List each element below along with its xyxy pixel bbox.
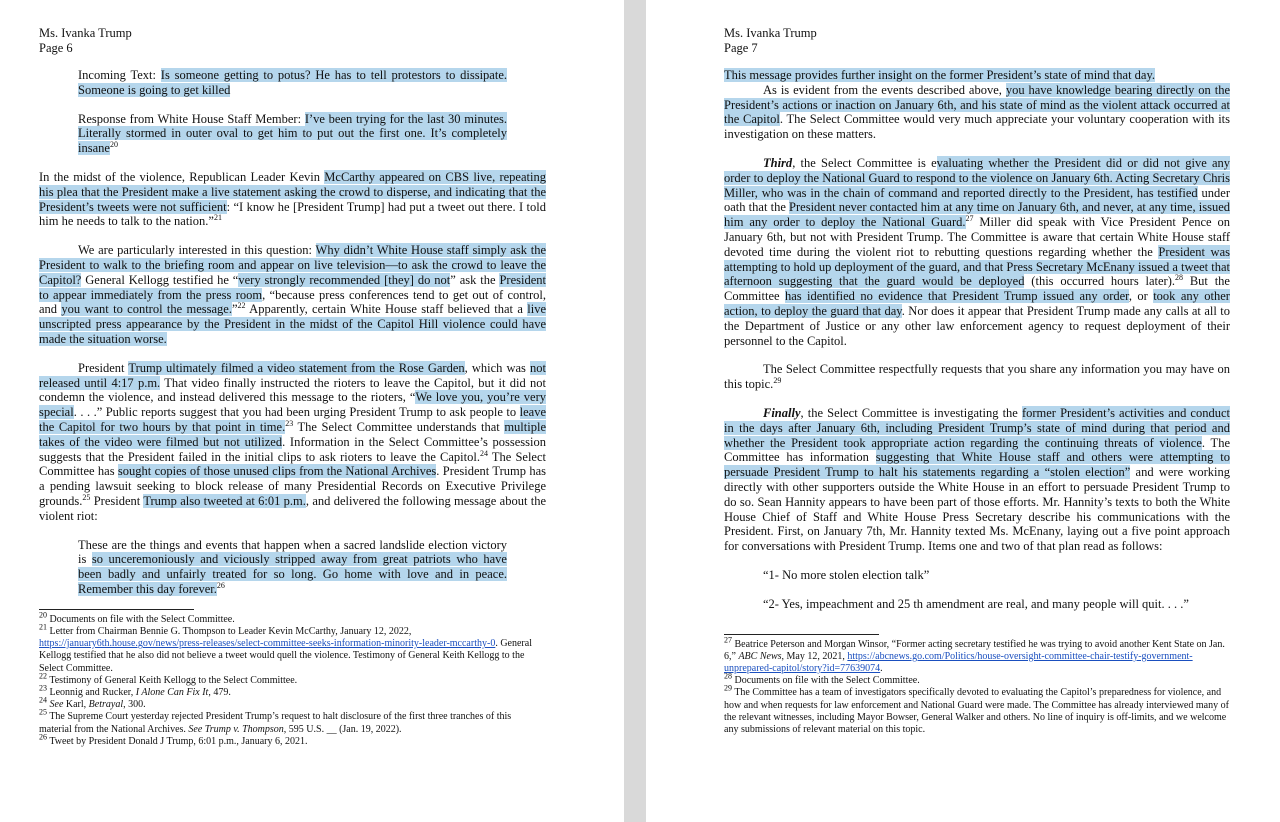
- footnote-ref: 24: [479, 448, 488, 458]
- book-title: Betrayal: [88, 699, 124, 711]
- footnote-24: $^{24}$ See Karl, Betrayal, 300.: [39, 695, 146, 711]
- footnote-ref: 20: [109, 140, 118, 150]
- footnotes-section: [724, 635, 1230, 737]
- text-run: General Kellogg testified he “: [81, 272, 239, 287]
- highlighted-text: very strongly recommended [they] do not: [238, 272, 451, 287]
- footnote-23: $^{23}$ Leonnig and Rucker, I Alone Can Fix It, 479.: [39, 683, 231, 698]
- text-run: . . . .” Public reports suggest that you had been urging President Trump to ask people to: [73, 405, 520, 420]
- highlighted-text: leave the Capitol for two hours by that point in time.: [39, 405, 546, 434]
- highlighted-text: President never contacted him at any time on January 6th, and never, at any time, issued him any order to deploy the National Guard.: [724, 200, 1230, 230]
- request-paragraph: [724, 362, 1230, 392]
- text-run: , “because press conferences tend to get out of control, and: [39, 287, 546, 317]
- text-run: . The Committee has information: [724, 435, 1230, 465]
- text-run: Miller did speak with Vice President Pence on January 6th, but not with President Trump. The Committee is aware that certain White House staff devoted time during the violent riot to rebutting questions regarding whether the: [724, 215, 1230, 259]
- footnote-ref: 21: [213, 213, 222, 223]
- insight-paragraph: [724, 68, 1230, 83]
- highlighted-text: We love you, you’re very special: [39, 390, 546, 420]
- text-run: The Select Committee respectfully requests that you share any information you may have on this topic.: [724, 362, 1230, 392]
- text-run: In the midst of the violence, Republican Leader Kevin: [39, 169, 325, 184]
- text-run: , the Select Committee is e: [792, 155, 937, 170]
- highlighted-text: has identified no evidence that President Trump issued any order: [784, 289, 1129, 304]
- signal-word: See: [49, 699, 64, 711]
- tweet-quote-paragraph: [78, 538, 507, 597]
- footnote-ref: 25: [82, 492, 91, 502]
- footnote-text: The Supreme Court yesterday rejected President Trump’s request to halt disclosure of the first three tranches of this material from the National Archives.: [39, 711, 512, 735]
- footnote-21: $^{21}$ Letter from Chairman Bennie G. Thompson to Leader Kevin McCarthy, January 12, 2022, https://january6th.house.gov/news/press-releases/select-committee-seeks-information-minority-leader-mccarthy-0. General Kellogg testified that he also did not believe a tweet would quell the violence. Testimony of General Keith Kellogg to the Select Committee.: [39, 622, 532, 674]
- text-run: The Select Committee understands that: [293, 419, 505, 434]
- footnote-divider: [39, 609, 194, 610]
- quote-item-1: “1- No more stolen election talk”: [763, 567, 930, 582]
- footnote-ref: 29: [773, 375, 782, 385]
- footnote-link[interactable]: https://abcnews.go.com/Politics/house-oversight-committee-chair-testify-government-unprepared-capitol/story?id=77639074: [724, 650, 1193, 674]
- highlighted-text: you have knowledge bearing directly on the President’s actions or inaction on January 6th, and his state of mind as the violent attack occurred at the Capitol: [724, 82, 1230, 127]
- footnote-text: Tweet by President Donald J Trump, 6:01 p.m., January 6, 2021.: [49, 735, 308, 747]
- footnote-28: $^{28}$ Documents on file with the Select Committee.: [724, 671, 920, 687]
- text-run: Incoming Text:: [78, 68, 161, 82]
- page-6-body: [39, 26, 546, 748]
- footnote-text: , 595 U.S. __ (Jan. 19, 2022).: [283, 723, 402, 735]
- text-run: ” ask the: [450, 272, 500, 287]
- highlighted-text: former President’s activities and conduct in the days after January 6th, including President Trump’s state of mind during that period and whether the President took appropriate action regarding the continuing threats of violence: [724, 405, 1230, 450]
- footnote-divider: [724, 634, 879, 635]
- question-paragraph: [39, 243, 546, 347]
- footnote-27: $^{27}$ Beatrice Peterson and Morgan Winsor, “Former acting secretary testified he was trying to avoid another Kent State on Jan. 6,” ABC News, May 12, 2021, https://abcnews.go.com/Politics/house-oversight-committee-chair-testify-government-unprepared-capitol/story?id=77639074.: [724, 635, 1225, 674]
- incoming-text-paragraph: [78, 68, 507, 98]
- highlighted-text: McCarthy appeared on CBS live, repeating his plea that the President make a live statement asking the crowd to disperse, and indicating that the President’s tweets were not sufficient: [39, 169, 546, 214]
- third-paragraph: [724, 156, 1230, 348]
- footnote-text: , 300.: [123, 699, 146, 711]
- text-run: . The Select Committee would very much appreciate your voluntary cooperation with its investigation on these matters.: [724, 112, 1231, 142]
- footnote-ref: 22: [237, 301, 246, 311]
- highlighted-text: Why didn’t White House staff simply ask the President to walk to the briefing room and appear on live television—to ask the crowd to leave the Capitol?: [39, 243, 546, 287]
- text-run: But the Committee: [724, 274, 1230, 304]
- text-run: , and delivered the following message about the violent riot:: [39, 493, 547, 523]
- footnote-text: The Committee has a team of investigators specifically devoted to evaluating the Capitol’s preparedness for violence, and how and when requests for law enforcement and National Guard were made. The Committee has already interviewed many of the relevant witnesses, including Mayor Bowser, General Walker and others. No line of inquiry is off-limits, and we welcome any submissions of relevant material on this topic.: [724, 687, 1229, 735]
- book-title: I Alone Can Fix It: [135, 686, 209, 698]
- case-citation: See Trump v. Thompson: [188, 723, 284, 735]
- highlighted-text: President was attempting to hold up deployment of the guard, and that Press Secretary McEnany issued a tweet that afternoon suggesting that the guard would be deployed: [724, 244, 1230, 289]
- video-statement-paragraph: [39, 361, 546, 524]
- footnote-26: $^{26}$ Tweet by President Donald J Trump, 6:01 p.m., January 6, 2021.: [39, 732, 308, 747]
- text-run: Response from White House Staff Member:: [78, 111, 305, 126]
- text-run: These are the things and events that happen when a sacred landslide election victory is: [78, 537, 507, 567]
- finally-paragraph: [724, 406, 1230, 554]
- text-run: ”: [231, 302, 238, 317]
- footnote-text: Documents on file with the Select Committee.: [49, 613, 235, 625]
- section-lead: Third: [763, 155, 793, 170]
- footnote-text: Documents on file with the Select Committee.: [734, 675, 920, 687]
- highlighted-text: live unscripted press appearance by the President in the midst of the Capitol Hill violence could have made the situation worse.: [39, 302, 546, 346]
- text-run: , or: [1128, 289, 1154, 304]
- section-lead: Finally: [763, 405, 801, 420]
- highlighted-text: President to appear immediately from the press room: [39, 272, 546, 302]
- footnote-20: $^{20}$ Documents on file with the Select Committee.: [39, 610, 235, 625]
- highlighted-text: valuating whether the President did or did not give any order to deploy the National Guard to respond to the violence on January 6th. Acting Secretary Chris Miller, who was in the chain of command and reported directly to the President, has testified: [724, 155, 1230, 200]
- text-run: : “I know he [President Trump] had put a tweet out there. I told him he needs to talk to the nation.”: [39, 199, 546, 229]
- text-run: , the Select Committee is investigating the: [800, 405, 1022, 420]
- text-run: President: [78, 360, 129, 375]
- publication-name: ABC News: [738, 650, 782, 662]
- header-recipient: Ms. Ivanka Trump: [724, 26, 817, 40]
- footnote-text: Karl,: [63, 699, 89, 711]
- text-run: As is evident from the events described above,: [763, 82, 1006, 97]
- highlighted-text: Is someone getting to potus? He has to tell protestors to dissipate. Someone is going to get killed: [78, 68, 507, 97]
- footnote-25: $^{25}$ The Supreme Court yesterday rejected President Trump’s request to halt disclosure of the first three tranches of this material from the National Archives. See Trump v. Thompson, 595 U.S. __ (Jan. 19, 2022).: [39, 708, 512, 735]
- text-run: , which was: [464, 360, 531, 375]
- document-page-7: [646, 0, 1280, 822]
- text-run: . Information in the Select Committee’s possession suggests that the President failed in the initial clips to ask rioters to leave the Capitol.: [39, 434, 546, 464]
- knowledge-paragraph: [724, 83, 1230, 142]
- page-7-body: [724, 26, 1230, 736]
- footnote-text: Leonnig and Rucker,: [49, 686, 136, 698]
- footnote-ref: 23: [285, 418, 294, 428]
- document-page-6: [0, 0, 624, 822]
- page-header: [39, 26, 546, 55]
- highlighted-text: sought copies of those unused clips from the National Archives: [117, 464, 437, 479]
- footnote-ref: 28: [1175, 273, 1183, 283]
- footnote-text: Letter from Chairman Bennie G. Thompson to Leader Kevin McCarthy, January 12, 2022,: [49, 625, 412, 637]
- highlighted-text: not released until 4:17 p.m.: [39, 360, 546, 390]
- text-run: Apparently, certain White House staff believed that a: [245, 302, 528, 317]
- staff-response-paragraph: [78, 112, 507, 156]
- highlighted-text: so unceremoniously and viciously stripped away from great patriots who have been badly and unfairly treated for so long. Go home with love and in peace. Remember this day forever.: [78, 552, 507, 596]
- text-run: We are particularly interested in this question:: [78, 243, 316, 258]
- footnote-22: $^{22}$ Testimony of General Keith Kellogg to the Select Committee.: [39, 671, 298, 686]
- text-run: . Nor does it appear that President Trump made any calls at all to the Department of Justice or any other law enforcement agency to request deployment of their personnel to the Capitol.: [724, 303, 1230, 348]
- text-run: . President Trump has a pending lawsuit seeking to block release of many Presidential Records on Executive Privilege grounds.: [39, 464, 546, 508]
- highlighted-text: Trump ultimately filmed a video statement from the Rose Garden: [128, 360, 465, 375]
- highlighted-text: suggesting that White House staff and others were attempting to persuade President Trump to halt his statements regarding a “stolen election”: [724, 450, 1230, 480]
- page-header: [724, 26, 1230, 55]
- text-run: (this occurred hours later).: [1024, 274, 1175, 289]
- text-run: That video finally instructed the rioters to leave the Capitol, but it did not condemn the violence, and instead delivered this message to the rioters, “: [39, 375, 546, 405]
- highlighted-text: took any other action, to deploy the guard that day: [724, 289, 1230, 318]
- footnote-ref: 26: [216, 580, 225, 590]
- footnote-29: $^{29}$ The Committee has a team of investigators specifically devoted to evaluating the Capitol’s preparedness for violence, and how and when requests for law enforcement and National Guard were made. The Committee has already interviewed many of the relevant witnesses, including Mayor Bowser, General Walker and others. No line of inquiry is off-limits, and we welcome any submissions of relevant material on this topic.: [724, 683, 1229, 735]
- quote-item-2: “2- Yes, impeachment and 25 th amendment are real, and many people will quit. . . .”: [763, 596, 1189, 611]
- footnote-text: Testimony of General Keith Kellogg to the Select Committee.: [49, 674, 298, 686]
- highlighted-text: Trump also tweeted at 6:01 p.m.: [143, 493, 306, 508]
- header-recipient: Ms. Ivanka Trump: [39, 26, 132, 40]
- highlighted-text: I’ve been trying for the last 30 minutes. Literally stormed in outer oval to get him to put out the first one. It’s completely insane: [78, 111, 507, 156]
- highlighted-text: multiple takes of the video were filmed but not utilized: [39, 419, 546, 449]
- mccarthy-paragraph: [39, 170, 546, 229]
- footnote-text: . General Kellogg testified that he also did not believe a tweet would quell the violence. Testimony of General Keith Kellogg to the Select Committee.: [39, 638, 532, 674]
- text-run: and were working directly with other supporters outside the White House in an effort to persuade President Trump to do so. Sean Hannity appears to have been part of those efforts. Mr. Hannity’s texts to both the White House Chief of Staff and White House Press Secretary describe his communications with the President. First, on January 7th, Mr. Hannity texted Ms. McEnany, laying out a five point approach for conversations with President Trump. Items one and two of that plan read as follows:: [724, 465, 1230, 554]
- highlighted-text: you want to control the message.: [61, 302, 232, 317]
- text-run: under oath that the: [724, 185, 1230, 215]
- footnote-link[interactable]: https://january6th.house.gov/news/press-releases/select-committee-seeks-information-minority-leader-mccarthy-0: [39, 638, 496, 650]
- footnote-ref: 27: [965, 214, 974, 224]
- text-run: President: [90, 493, 144, 508]
- highlighted-text: This message provides further insight on the former President’s state of mind that day.: [724, 68, 1156, 82]
- header-page-number: Page 7: [724, 40, 758, 55]
- footnotes-section: [39, 610, 546, 748]
- footnote-text: Beatrice Peterson and Morgan Winsor, “Former acting secretary testified he was trying to avoid another Kent State on Jan. 6,”: [724, 638, 1225, 662]
- footnote-text: , May 12, 2021,: [781, 650, 848, 662]
- header-page-number: Page 6: [39, 40, 73, 55]
- text-run: The Select Committee has: [39, 449, 546, 479]
- footnote-text: .: [880, 662, 883, 674]
- footnote-text: , 479.: [208, 686, 231, 698]
